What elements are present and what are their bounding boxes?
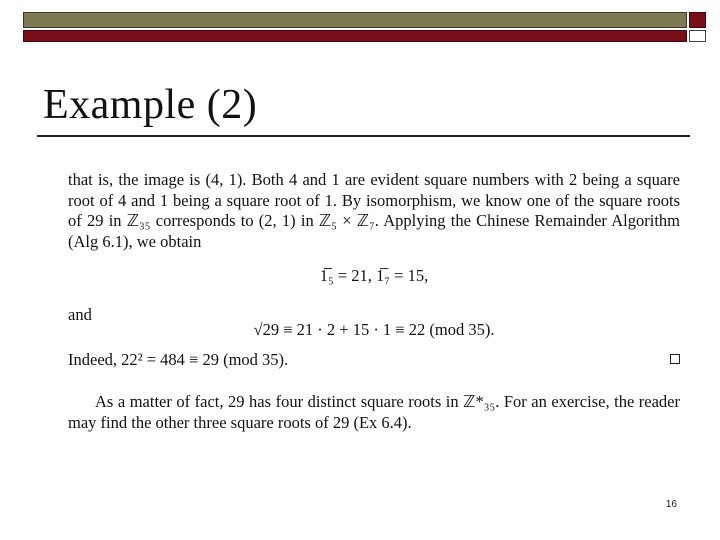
slide-title: Example (2) — [43, 82, 258, 128]
paragraph-exercise: As a matter of fact, 29 has four distinct square roots in ℤ*₃₅. For an exercise, the reader may find the other three square roots of 29 (Ex 6.4). — [68, 392, 680, 432]
top-bar-white-square — [689, 30, 706, 42]
title-divider — [37, 135, 690, 137]
slide-body — [68, 170, 680, 432]
paragraph-exercise-wrapper — [68, 392, 680, 433]
equation-crt-coefficients: 1̅₅ = 21, 1̅₇ = 15, — [319, 266, 429, 285]
top-bar-olive-stripe — [23, 12, 687, 28]
top-decorative-bar — [23, 12, 706, 42]
equation-square-root: √29 ≡ 21 · 2 + 15 · 1 ≡ 22 (mod 35). — [253, 320, 495, 339]
paragraph-image: that is, the image is (4, 1). Both 4 and 1 are evident square numbers with 2 being a square root of 4 and 1 being a square root of 1. By isomorphism, we know one of the square roots of 29 in ℤ₃₅ corresponds to (2, 1) in ℤ₅ × ℤ₇. Applying the Chinese Remainder Algorithm (Alg 6.1), we obtain — [68, 170, 680, 251]
and-label: and — [68, 305, 92, 324]
top-bar-maroon-stripe — [23, 30, 687, 42]
page-number: 16 — [665, 499, 677, 510]
verification-line: Indeed, 22² = 484 ≡ 29 (mod 35). — [68, 350, 289, 369]
top-bar-maroon-square — [689, 12, 706, 28]
qed-square-icon — [670, 354, 680, 364]
